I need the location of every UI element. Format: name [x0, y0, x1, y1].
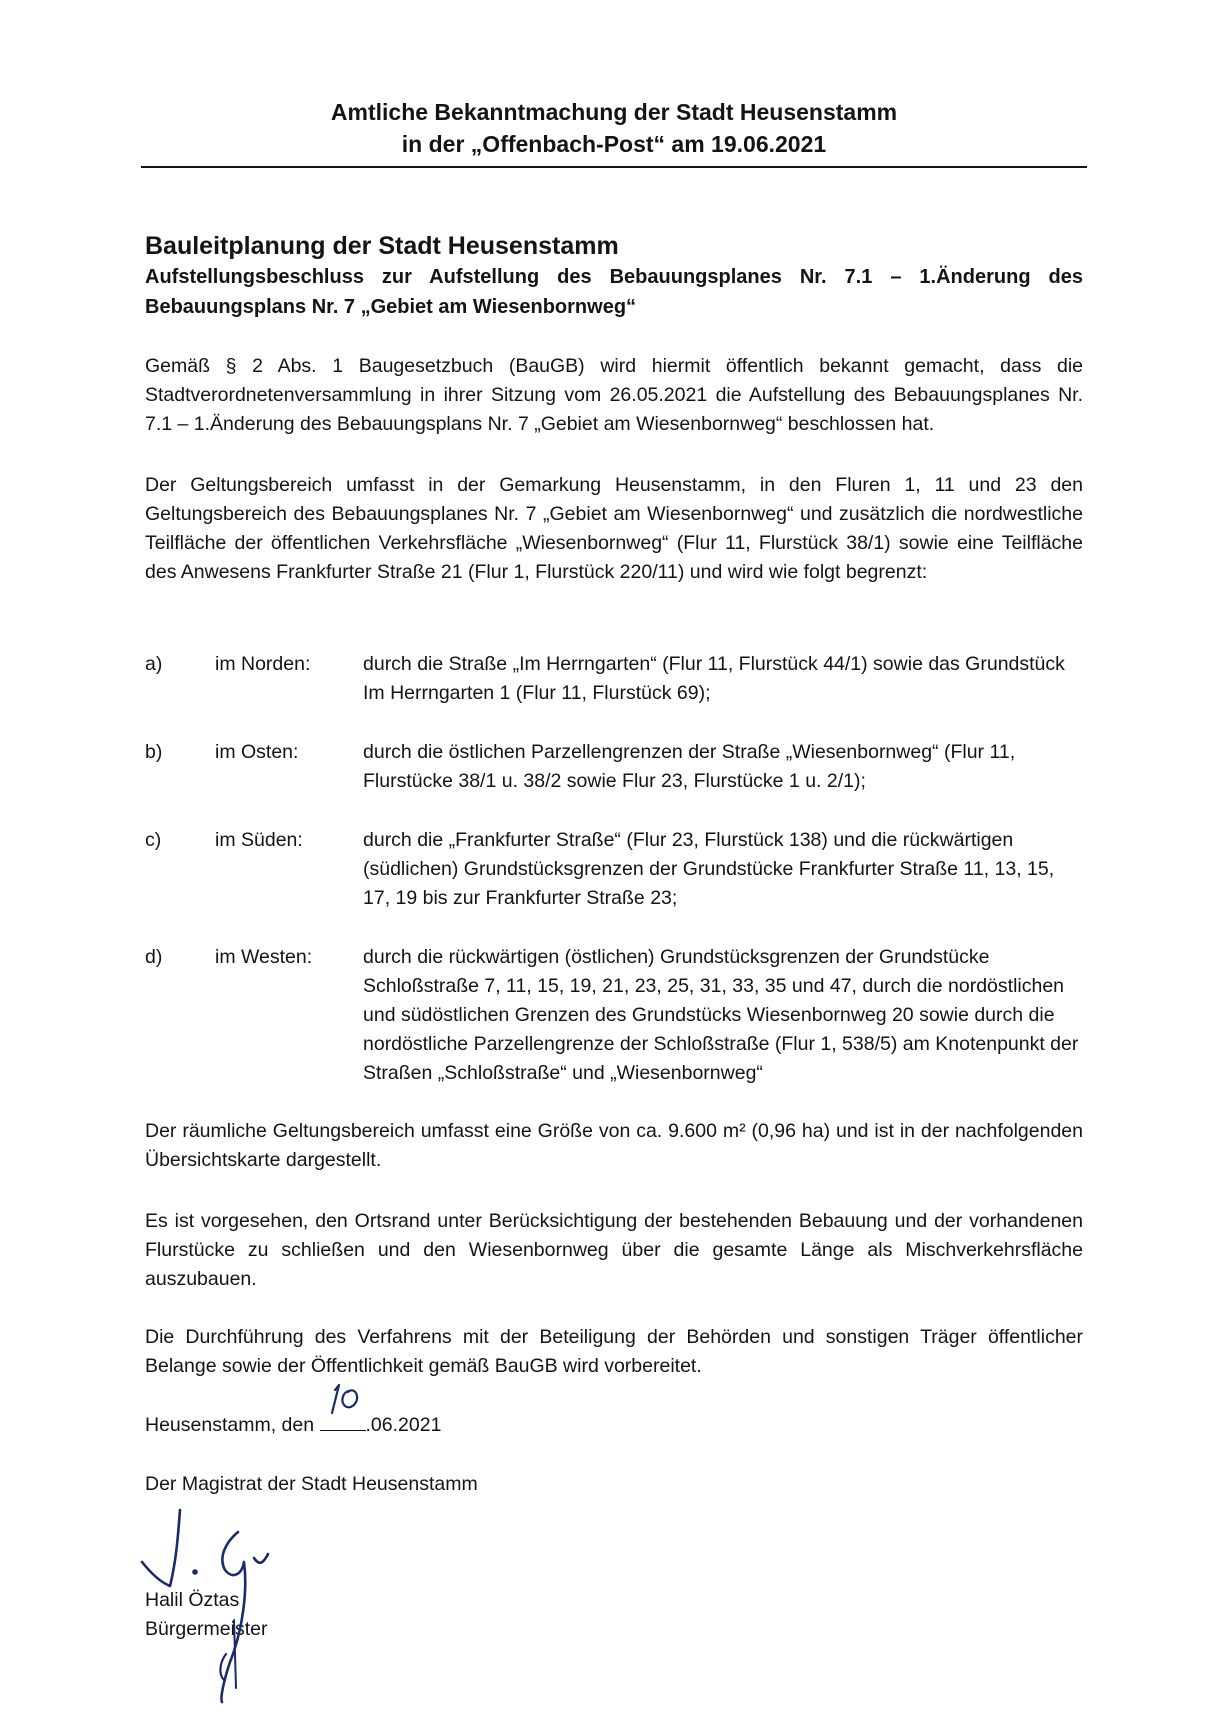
header-divider	[141, 166, 1087, 168]
announcement-header	[141, 96, 1087, 160]
signer-name: Halil Öztas	[145, 1589, 240, 1611]
boundary-letter: a)	[145, 653, 163, 675]
boundary-direction: im Norden:	[215, 653, 311, 675]
paragraph-procedure: Die Durchführung des Verfahrens mit der Beteiligung der Behörden und sonstigen Träger öffentlicher Belange sowie der Öffentlichkeit gemäß BauGB wird vorbereitet.	[145, 1326, 1083, 1377]
header-line-1: Amtliche Bekanntmachung der Stadt Heusenstamm	[330, 99, 898, 125]
boundary-description: durch die „Frankfurter Straße“ (Flur 23, Flurstück 138) und die rückwärtigen (südlichen) Grundstücksgrenzen der Grundstücke Frankfurter Straße 11, 13, 15, 17, 19 bis zur Frankfurter Straße 23;	[363, 829, 1055, 909]
place-date-line	[145, 1411, 441, 1440]
paragraph-area-size: Der räumliche Geltungsbereich umfasst eine Größe von ca. 9.600 m² (0,96 ha) und ist in der nachfolgenden Übersichtskarte dargestellt.	[145, 1120, 1083, 1171]
paragraph-scope: Der Geltungsbereich umfasst in der Gemarkung Heusenstamm, in den Fluren 1, 11 und 23 den Geltungsbereich des Bebauungsplanes Nr. 7 „Gebiet am Wiesenbornweg“ und zusätzlich die nordwestliche Teilfläche der öffentlichen Verkehrsfläche „Wiesenbornweg“ (Flur 11, Flurstück 38/1) sowie eine Teilfläche des Anwesens Frankfurter Straße 21 (Flur 1, Flurstück 220/11) und wird wie folgt begrenzt:	[145, 474, 1083, 583]
date-suffix: .06.2021	[365, 1414, 442, 1436]
boundary-letter: c)	[145, 829, 162, 851]
header-line-2: in der „Offenbach-Post“ am 19.06.2021	[401, 131, 827, 157]
document-subtitle: Aufstellungsbeschluss zur Aufstellung des Bebauungsplanes Nr. 7.1 – 1.Änderung des Bebauungsplans Nr. 7 „Gebiet am Wiesenbornweg“	[145, 266, 1083, 318]
boundary-direction: im Osten:	[215, 741, 299, 763]
document-title: Bauleitplanung der Stadt Heusenstamm	[145, 232, 619, 260]
boundary-letter: d)	[145, 946, 163, 968]
boundary-direction: im Westen:	[215, 946, 313, 968]
date-prefix: Heusenstamm, den	[145, 1414, 320, 1436]
signature-mark	[130, 1502, 300, 1707]
signoff-line: Der Magistrat der Stadt Heusenstamm	[145, 1473, 478, 1495]
boundary-direction: im Süden:	[215, 829, 303, 851]
boundary-letter: b)	[145, 741, 163, 763]
boundary-description: durch die rückwärtigen (östlichen) Grundstücksgrenzen der Grundstücke Schloßstraße 7, 11, 15, 19, 21, 23, 25, 31, 33, 35 und 47, durch die nordöstlichen und südöstlichen Grenzen des Grundstücks Wiesenbornweg 20 sowie durch die nordöstliche Parzellengrenze der Schloßstraße (Flur 1, 538/5) am Knotenpunkt der Straßen „Schloßstraße“ und „Wiesenbornweg“	[363, 946, 1079, 1084]
date-day-blank	[320, 1412, 366, 1431]
signer-title: Bürgermeister	[145, 1618, 268, 1640]
boundary-description: durch die östlichen Parzellengrenzen der Straße „Wiesenbornweg“ (Flur 11, Flurstücke 38/1 u. 38/2 sowie Flur 23, Flurstücke 1 u. 2/1);	[363, 741, 1016, 792]
paragraph-announcement: Gemäß § 2 Abs. 1 Baugesetzbuch (BauGB) wird hiermit öffentlich bekannt gemacht, dass die Stadtverordnetenversammlung in ihrer Sitzung vom 26.05.2021 die Aufstellung des Bebauungsplanes Nr. 7.1 – 1.Änderung des Bebauungsplans Nr. 7 „Gebiet am Wiesenbornweg“ beschlossen hat.	[145, 355, 1083, 435]
boundary-description: durch die Straße „Im Herrngarten“ (Flur 11, Flurstück 44/1) sowie das Grundstück Im Herrngarten 1 (Flur 11, Flurstück 69);	[363, 653, 1065, 704]
handwritten-day-mark	[325, 1379, 365, 1417]
paragraph-plan-intent: Es ist vorgesehen, den Ortsrand unter Berücksichtigung der bestehenden Bebauung und der vorhandenen Flurstücke zu schließen und den Wiesenbornweg über die gesamte Länge als Mischverkehrsfläche auszubauen.	[145, 1210, 1083, 1290]
